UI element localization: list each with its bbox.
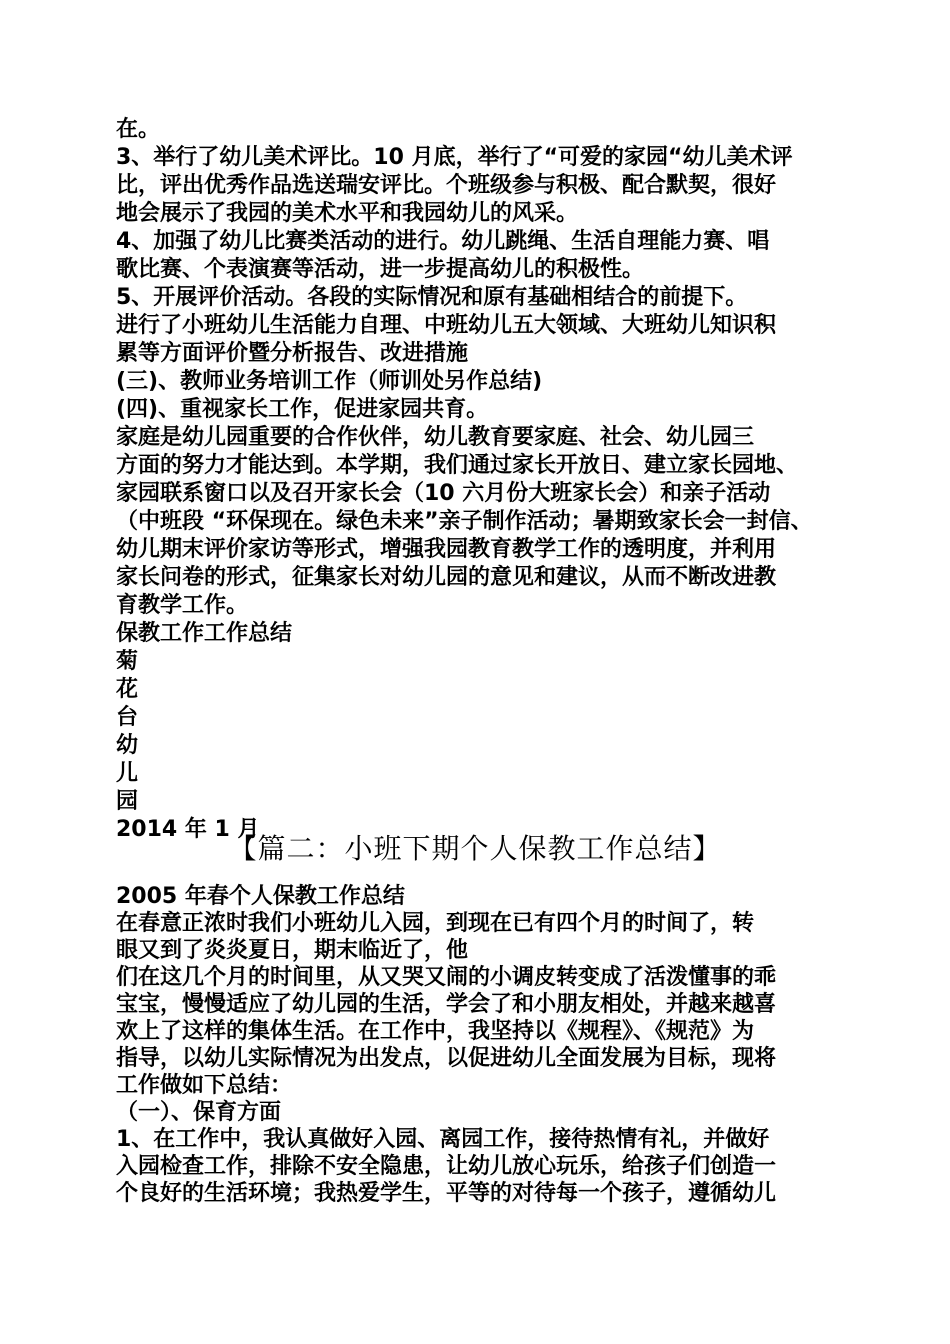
text-line: 5、开展评价活动。各段的实际情况和原有基础相结合的前提下。: [116, 285, 748, 310]
text-line: 儿: [116, 761, 139, 786]
text-line: 2014 年 1 月: [116, 817, 260, 842]
text-line: 比，评出优秀作品选送瑞安评比。个班级参与积极、配合默契，很好: [116, 173, 777, 198]
text-line: 宝宝，慢慢适应了幼儿园的生活，学会了和小朋友相处，并越来越喜: [116, 992, 777, 1017]
text-line: 眼又到了炎炎夏日，期末临近了，他: [116, 938, 469, 963]
text-line: 指导，以幼儿实际情况为出发点，以促进幼儿全面发展为目标，现将: [116, 1046, 777, 1071]
text-line: 在。: [116, 117, 161, 142]
text-line: 3、举行了幼儿美术评比。10 月底，举行了“可爱的家园“幼儿美术评: [116, 145, 793, 170]
section-heading: 【篇二：小班下期个人保教工作总结】: [228, 832, 722, 865]
text-line: 2005 年春个人保教工作总结: [116, 884, 405, 909]
text-line: 园: [116, 789, 139, 814]
text-line: 地会展示了我园的美术水平和我园幼儿的风采。: [116, 201, 579, 226]
text-line: 保教工作工作总结: [116, 621, 293, 646]
text-line: 4、加强了幼儿比赛类活动的进行。幼儿跳绳、生活自理能力赛、唱: [116, 229, 770, 254]
text-line: 家庭是幼儿园重要的合作伙伴，幼儿教育要家庭、社会、幼儿园三: [116, 425, 755, 450]
text-line: 在春意正浓时我们小班幼儿入园，到现在已有四个月的时间了，转: [116, 911, 755, 936]
text-line: 台: [116, 705, 139, 730]
text-line: 花: [116, 677, 139, 702]
text-line: (三)、教师业务培训工作（师训处另作总结): [116, 369, 543, 394]
text-line: 进行了小班幼儿生活能力自理、中班幼儿五大领域、大班幼儿知识积: [116, 313, 777, 338]
text-line: 个良好的生活环境；我热爱学生，平等的对待每一个孩子，遵循幼儿: [116, 1181, 777, 1206]
text-line: 方面的努力才能达到。本学期，我们通过家长开放日、建立家长园地、: [116, 453, 799, 478]
text-line: 1、在工作中，我认真做好入园、离园工作，接待热情有礼，并做好: [116, 1127, 770, 1152]
text-line: 工作做如下总结：: [116, 1073, 293, 1098]
text-line: 们在这几个月的时间里，从又哭又闹的小调皮转变成了活泼懂事的乖: [116, 965, 777, 990]
text-line: 家园联系窗口以及召开家长会（10 六月份大班家长会）和亲子活动: [116, 481, 771, 506]
text-line: 幼: [116, 733, 139, 758]
text-line: 家长问卷的形式，征集家长对幼儿园的意见和建议，从而不断改进教: [116, 565, 777, 590]
text-line: (四)、重视家长工作，促进家园共育。: [116, 397, 489, 422]
text-line: 育教学工作。: [116, 593, 249, 618]
text-line: 幼儿期末评价家访等形式，增强我园教育教学工作的透明度，并利用: [116, 537, 777, 562]
text-line: 菊: [116, 649, 139, 674]
text-line: （中班段 “环保现在。绿色未来”亲子制作活动；暑期致家长会一封信、: [116, 509, 813, 534]
text-line: 累等方面评价暨分析报告、改进措施: [116, 341, 469, 366]
text-line: 歌比赛、个表演赛等活动，进一步提高幼儿的积极性。: [116, 257, 645, 282]
text-line: 欢上了这样的集体生活。在工作中，我坚持以《规程》、《规范》为: [116, 1019, 755, 1044]
text-line: 入园检查工作，排除不安全隐患，让幼儿放心玩乐，给孩子们创造一: [116, 1154, 777, 1179]
text-line: （一）、保育方面: [116, 1100, 282, 1125]
